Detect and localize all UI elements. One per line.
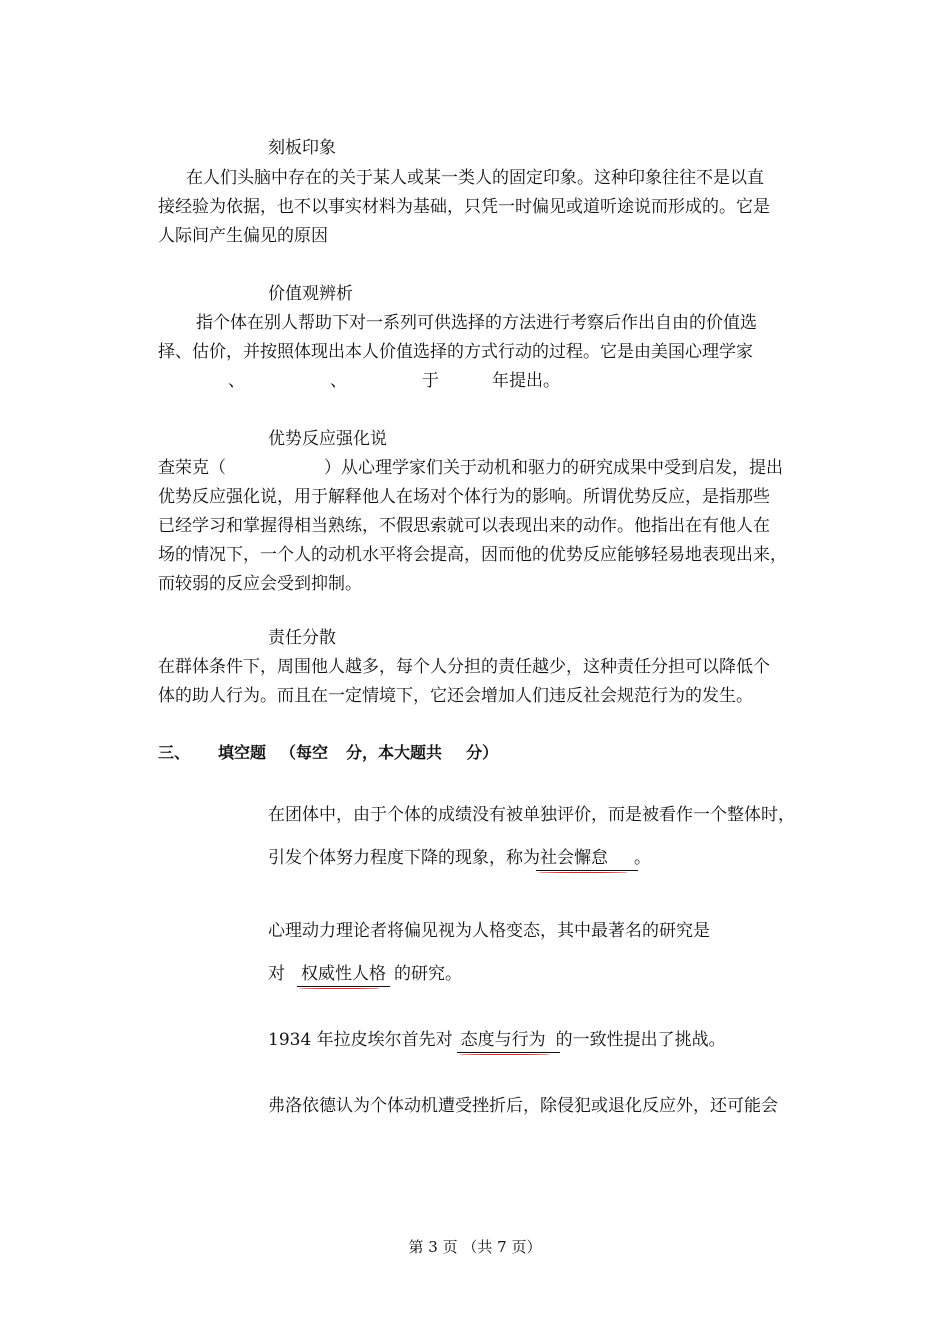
term-title: 责任分散 <box>268 628 336 648</box>
term-title: 刻板印象 <box>268 138 336 158</box>
term-text-line: 接经验为依据，也不以事实材料为基础，只凭一时偏见或道听途说而形成的。它是 <box>158 197 770 217</box>
blank-separator: 、 <box>228 371 245 391</box>
question-text: 引发个体努力程度下降的现象，称为社会懈怠 。 <box>268 847 651 869</box>
blank-separator: 、 <box>330 371 347 391</box>
section-note: （每空 <box>280 743 329 762</box>
answer-blank: 社会懈怠 <box>540 847 634 869</box>
section-number: 三、 <box>158 743 191 762</box>
term-text-segment: ）从心理学家们关于动机和驱力的研究成果中受到启发，提出 <box>324 458 783 478</box>
answer-blank: 态度与行为 <box>461 1029 556 1051</box>
term-title: 优势反应强化说 <box>268 429 387 449</box>
term-text-line: 而较弱的反应会受到抑制。 <box>158 574 362 594</box>
blank-separator: 年提出。 <box>492 371 560 391</box>
section-note: 分） <box>466 743 499 762</box>
question-text: 在团体中，由于个体的成绩没有被单独评价，而是被看作一个整体时， <box>268 805 795 825</box>
section-note: 分，本大题共 <box>346 743 443 762</box>
term-text-line: 人际间产生偏见的原因 <box>158 226 328 246</box>
term-text-line: 在人们头脑中存在的关于某人或某一类人的固定印象。这种印象往往不是以直 <box>186 168 764 188</box>
term-text-line: 指个体在别人帮助下对一系列可供选择的方法进行考察后作出自由的价值选 <box>196 313 757 333</box>
section-heading <box>158 742 498 764</box>
blank-separator: 于 <box>422 371 439 391</box>
page-footer: 第 3 页 （共 7 页） <box>408 1238 542 1256</box>
answer-blank: 权威性人格 <box>301 963 386 985</box>
term-title: 价值观辨析 <box>268 284 353 304</box>
question-text: 1934 年拉皮埃尔首先对 态度与行为 的一致性提出了挑战。 <box>268 1029 726 1051</box>
term-text-line: 体的助人行为。而且在一定情境下，它还会增加人们违反社会规范行为的发生。 <box>158 686 753 706</box>
term-text-line: 场的情况下，一个人的动机水平将会提高，因而他的优势反应能够轻易地表现出来， <box>158 545 787 565</box>
term-text-line: 在群体条件下，周围他人越多，每个人分担的责任越少，这种责任分担可以降低个 <box>158 657 770 677</box>
question-text: 对 权威性人格 的研究。 <box>268 963 462 985</box>
question-text: 心理动力理论者将偏见视为人格变态，其中最著名的研究是 <box>268 921 710 941</box>
term-text-line: 择、估价，并按照体现出本人价值选择的方式行动的过程。它是由美国心理学家 <box>158 342 753 362</box>
question-text: 弗洛依德认为个体动机遭受挫折后，除侵犯或退化反应外，还可能会 <box>268 1096 778 1116</box>
term-text-line: 优势反应强化说，用于解释他人在场对个体行为的影响。所谓优势反应，是指那些 <box>158 487 770 507</box>
term-text-line <box>158 457 783 479</box>
term-text-segment: 查荣克（ <box>158 458 226 478</box>
term-text-line: 已经学习和掌握得相当熟练，不假思索就可以表现出来的动作。他指出在有他人在 <box>158 516 770 536</box>
section-title: 填空题 <box>218 743 267 762</box>
